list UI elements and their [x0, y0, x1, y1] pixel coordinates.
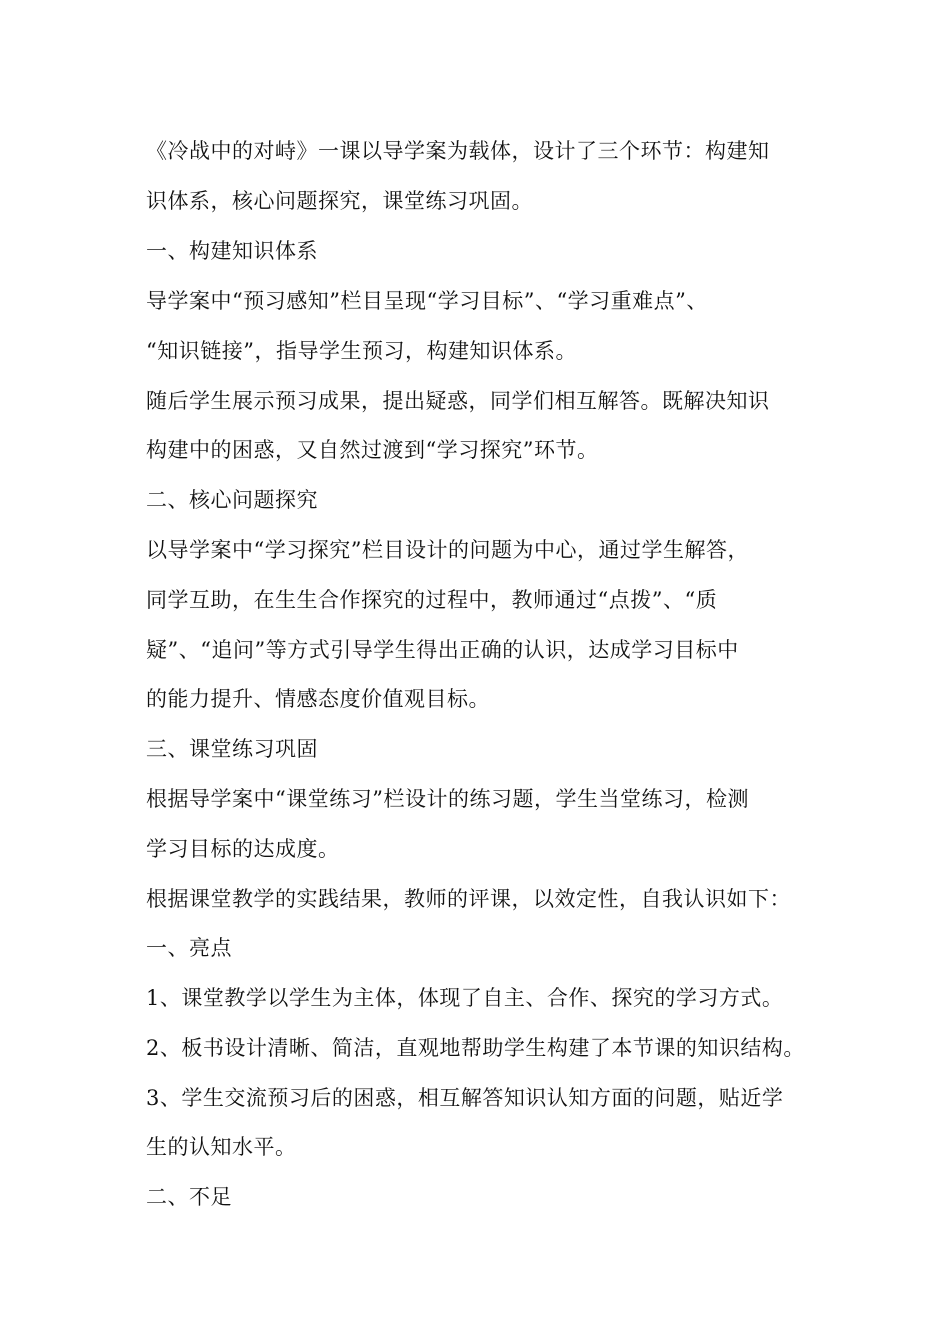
paragraph-line: 识体系，核心问题探究，课堂练习巩固。: [146, 189, 533, 213]
paragraph-line: 《冷战中的对峙》一课以导学案为载体，设计了三个环节：构建知: [146, 139, 770, 163]
paragraph-line: 构建中的困惑，又自然过渡到“学习探究”环节。: [146, 438, 599, 462]
paragraph-line: 生的认知水平。: [146, 1135, 297, 1159]
paragraph-line: 同学互助，在生生合作探究的过程中，教师通过“点拨”、“质: [146, 588, 718, 612]
section-heading: 三、课堂练习巩固: [146, 737, 318, 761]
paragraph-line: 以导学案中“学习探究”栏目设计的问题为中心，通过学生解答，: [146, 538, 749, 562]
list-item: 1、课堂教学以学生为主体，体现了自主、合作、探究的学习方式。: [146, 986, 784, 1010]
paragraph-line: 根据课堂教学的实践结果，教师的评课，以效定性，自我认识如下：: [146, 887, 791, 911]
section-heading: 二、核心问题探究: [146, 488, 318, 512]
paragraph-line: 学习目标的达成度。: [146, 837, 340, 861]
paragraph-line: “知识链接”，指导学生预习，构建知识体系。: [146, 339, 577, 363]
list-item: 2、板书设计清晰、简洁，直观地帮助学生构建了本节课的知识结构。: [146, 1036, 805, 1060]
paragraph-line: 随后学生展示预习成果，提出疑惑，同学们相互解答。既解决知识: [146, 389, 770, 413]
paragraph-line: 导学案中“预习感知”栏目呈现“学习目标”、“学习重难点”、: [146, 289, 708, 313]
paragraph-line: 的能力提升、情感态度价值观目标。: [146, 687, 490, 711]
section-heading: 二、不足: [146, 1185, 232, 1209]
paragraph-line: 根据导学案中“课堂练习”栏设计的练习题，学生当堂练习，检测: [146, 787, 749, 811]
list-item: 3、学生交流预习后的困惑，相互解答知识认知方面的问题，贴近学: [146, 1086, 784, 1110]
paragraph-line: 疑”、“追问”等方式引导学生得出正确的认识，达成学习目标中: [146, 638, 739, 662]
section-heading: 一、亮点: [146, 936, 232, 960]
section-heading: 一、构建知识体系: [146, 239, 318, 263]
